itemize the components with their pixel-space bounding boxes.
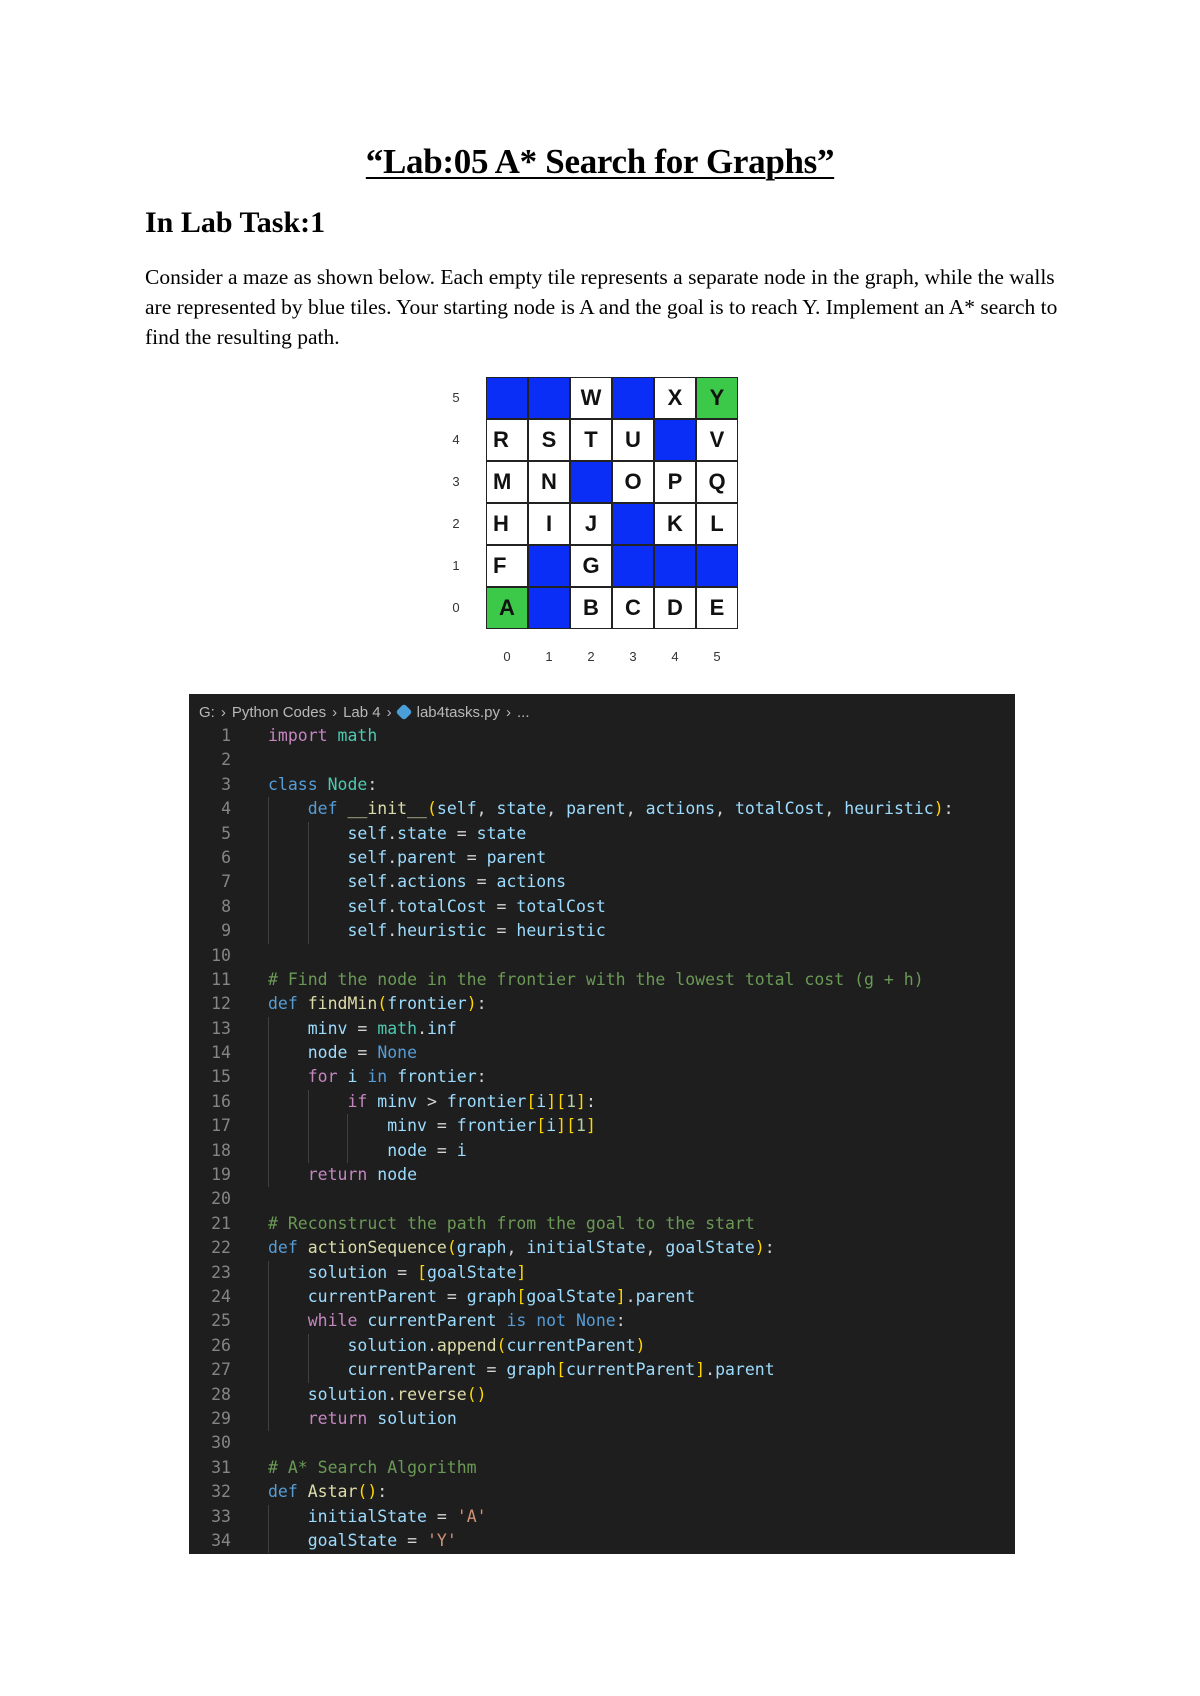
task-description: Consider a maze as shown below. Each empty tile represents a separate node in the graph, while the walls are represented by blue tiles. Your starting node is A and the goal is to reach Y. Implement an A* search to find the resulting path.: [145, 265, 1058, 349]
code-line: [189, 1407, 1015, 1431]
code-text: while currentParent is not None:: [307, 1311, 626, 1331]
code-text: return node: [307, 1165, 418, 1185]
code-text: solution.reverse(): [307, 1384, 487, 1404]
line-number: 4: [221, 799, 231, 819]
line-number: 3: [221, 774, 231, 794]
code-line: [189, 822, 1015, 846]
line-number: 9: [221, 921, 231, 941]
maze-node-r: R: [486, 419, 528, 461]
code-line: [189, 1456, 1015, 1480]
code-line: [189, 1163, 1015, 1187]
maze-wall-tile: [654, 545, 696, 587]
code-line: [189, 1212, 1015, 1236]
code-editor-screenshot: [189, 694, 1015, 1554]
maze-node-c: C: [612, 587, 654, 629]
code-text: initialState = 'A': [307, 1506, 487, 1526]
line-number: 28: [211, 1384, 231, 1404]
breadcrumb-item: lab4tasks.py: [416, 703, 501, 721]
line-number: 29: [211, 1408, 231, 1428]
code-text: self.totalCost = totalCost: [347, 896, 606, 916]
line-number: 20: [211, 1189, 231, 1209]
line-number: 17: [211, 1116, 231, 1136]
maze-node-b: B: [570, 587, 612, 629]
maze-node-o: O: [612, 461, 654, 503]
maze-node-e: E: [696, 587, 738, 629]
code-line: [189, 1065, 1015, 1089]
code-text: return solution: [307, 1408, 457, 1428]
breadcrumb-item: Lab 4: [343, 703, 381, 721]
maze-node-k: K: [654, 503, 696, 545]
code-line: [189, 944, 1015, 968]
line-number: 21: [211, 1213, 231, 1233]
maze-node-g: G: [570, 545, 612, 587]
code-line: [189, 1017, 1015, 1041]
line-number: 15: [211, 1067, 231, 1087]
maze-wall-tile: [570, 461, 612, 503]
line-number: 7: [221, 872, 231, 892]
maze-node-t: T: [570, 419, 612, 461]
code-line: [189, 1358, 1015, 1382]
line-number: 18: [211, 1140, 231, 1160]
maze-wall-tile: [612, 503, 654, 545]
code-line: [189, 1309, 1015, 1333]
code-line: [189, 1041, 1015, 1065]
code-text: self.heuristic = heuristic: [347, 921, 606, 941]
code-text: currentParent = graph[currentParent].parent: [347, 1360, 775, 1380]
line-number: 25: [211, 1311, 231, 1331]
maze-x-axis-label: 3: [629, 649, 637, 664]
code-text: self.state = state: [347, 823, 527, 843]
code-text: for i in frontier:: [307, 1067, 487, 1087]
code-line: [189, 968, 1015, 992]
maze-node-n: N: [528, 461, 570, 503]
maze-node-u: U: [612, 419, 654, 461]
line-number: 11: [211, 969, 231, 989]
code-line: [189, 1261, 1015, 1285]
maze-y-axis-label: 4: [452, 432, 460, 447]
maze-node-l: L: [696, 503, 738, 545]
code-text: if minv > frontier[i][1]:: [347, 1091, 596, 1111]
maze-x-axis-label: 1: [545, 649, 553, 664]
maze-node-y: Y: [696, 377, 738, 419]
maze-node-d: D: [654, 587, 696, 629]
maze-wall-tile: [696, 545, 738, 587]
line-number: 12: [211, 994, 231, 1014]
maze-node-f: F: [486, 545, 528, 587]
code-line: [189, 748, 1015, 772]
code-text: def Astar():: [268, 1482, 388, 1502]
line-number: 24: [211, 1286, 231, 1306]
maze-x-axis-label: 4: [671, 649, 679, 664]
code-line: [189, 919, 1015, 943]
breadcrumb-item: ...: [517, 703, 530, 721]
code-line: [189, 724, 1015, 748]
maze-node-w: W: [570, 377, 612, 419]
code-text: node = i: [387, 1140, 467, 1160]
line-number: 5: [221, 823, 231, 843]
code-line: [189, 1480, 1015, 1504]
python-file-icon: [395, 704, 412, 721]
maze-node-j: J: [570, 503, 612, 545]
code-text: solution = [goalState]: [307, 1262, 527, 1282]
document-title: “Lab:05 A* Search for Graphs”: [365, 142, 835, 181]
code-text: def actionSequence(graph, initialState, goalState):: [268, 1238, 775, 1258]
code-text: class Node:: [268, 774, 378, 794]
code-line: [189, 773, 1015, 797]
code-text: # Reconstruct the path from the goal to the start: [268, 1213, 755, 1233]
code-text: minv = frontier[i][1]: [387, 1116, 596, 1136]
code-text: minv = math.inf: [307, 1018, 457, 1038]
maze-y-axis-label: 3: [452, 474, 460, 489]
breadcrumb-separator-icon: ›: [386, 703, 392, 721]
code-line: [189, 1505, 1015, 1529]
maze-y-axis-label: 5: [452, 390, 460, 405]
maze-node-q: Q: [696, 461, 738, 503]
code-text: # A* Search Algorithm: [268, 1457, 477, 1477]
maze-x-axis-label: 0: [503, 649, 511, 664]
code-text: def findMin(frontier):: [268, 994, 487, 1014]
line-number: 13: [211, 1018, 231, 1038]
code-text: # Find the node in the frontier with the lowest total cost (g + h): [268, 969, 924, 989]
code-line: [189, 1529, 1015, 1553]
code-line: [189, 846, 1015, 870]
code-area: [189, 724, 1015, 1553]
maze-y-axis-label: 0: [452, 600, 460, 615]
line-number: 8: [221, 896, 231, 916]
maze-wall-tile: [612, 377, 654, 419]
maze-node-s: S: [528, 419, 570, 461]
maze-node-h: H: [486, 503, 528, 545]
line-number: 31: [211, 1457, 231, 1477]
maze-wall-tile: [528, 377, 570, 419]
maze-y-axis-label: 2: [452, 516, 460, 531]
maze-wall-tile: [528, 545, 570, 587]
line-number: 14: [211, 1043, 231, 1063]
code-text: currentParent = graph[goalState].parent: [307, 1286, 696, 1306]
code-text: solution.append(currentParent): [347, 1335, 646, 1355]
code-line: [189, 1090, 1015, 1114]
code-text: self.actions = actions: [347, 872, 567, 892]
code-line: [189, 1187, 1015, 1211]
code-line: [189, 870, 1015, 894]
line-number: 26: [211, 1335, 231, 1355]
line-number: 32: [211, 1482, 231, 1502]
breadcrumb-item: G:: [199, 703, 215, 721]
breadcrumb-separator-icon: ›: [332, 703, 338, 721]
line-number: 22: [211, 1238, 231, 1258]
maze-wall-tile: [528, 587, 570, 629]
maze-node-i: I: [528, 503, 570, 545]
line-number: 33: [211, 1506, 231, 1526]
line-number: 34: [211, 1530, 231, 1550]
code-text: import math: [268, 726, 378, 745]
maze-x-axis-label: 5: [713, 649, 721, 664]
line-number: 27: [211, 1360, 231, 1380]
line-number: 2: [221, 750, 231, 770]
breadcrumb-item: Python Codes: [231, 703, 327, 721]
maze-node-x: X: [654, 377, 696, 419]
code-text: goalState = 'Y': [307, 1530, 457, 1550]
maze-x-axis-label: 2: [587, 649, 595, 664]
line-number: 1: [221, 726, 231, 745]
maze-node-m: M: [486, 461, 528, 503]
code-line: [189, 1139, 1015, 1163]
code-line: [189, 797, 1015, 821]
editor-breadcrumb: [199, 700, 530, 724]
maze-node-p: P: [654, 461, 696, 503]
code-text: node = None: [307, 1043, 418, 1063]
line-number: 6: [221, 847, 231, 867]
code-line: [189, 1431, 1015, 1455]
code-text: def __init__(self, state, parent, actions, totalCost, heuristic):: [307, 799, 954, 819]
line-number: 10: [211, 945, 231, 965]
maze-node-v: V: [696, 419, 738, 461]
task-heading: In Lab Task:1: [145, 206, 326, 239]
code-line: [189, 1334, 1015, 1358]
code-line: [189, 1114, 1015, 1138]
maze-y-axis-label: 1: [452, 558, 460, 573]
line-number: 16: [211, 1091, 231, 1111]
line-number: 19: [211, 1165, 231, 1185]
code-line: [189, 1285, 1015, 1309]
maze-wall-tile: [654, 419, 696, 461]
line-number: 30: [211, 1433, 231, 1453]
breadcrumb-separator-icon: ›: [506, 703, 512, 721]
code-line: [189, 1236, 1015, 1260]
code-line: [189, 895, 1015, 919]
code-text: self.parent = parent: [347, 847, 547, 867]
code-line: [189, 1383, 1015, 1407]
maze-wall-tile: [612, 545, 654, 587]
maze-wall-tile: [486, 377, 528, 419]
line-number: 23: [211, 1262, 231, 1282]
breadcrumb-separator-icon: ›: [220, 703, 226, 721]
maze-node-a: A: [486, 587, 528, 629]
code-line: [189, 992, 1015, 1016]
